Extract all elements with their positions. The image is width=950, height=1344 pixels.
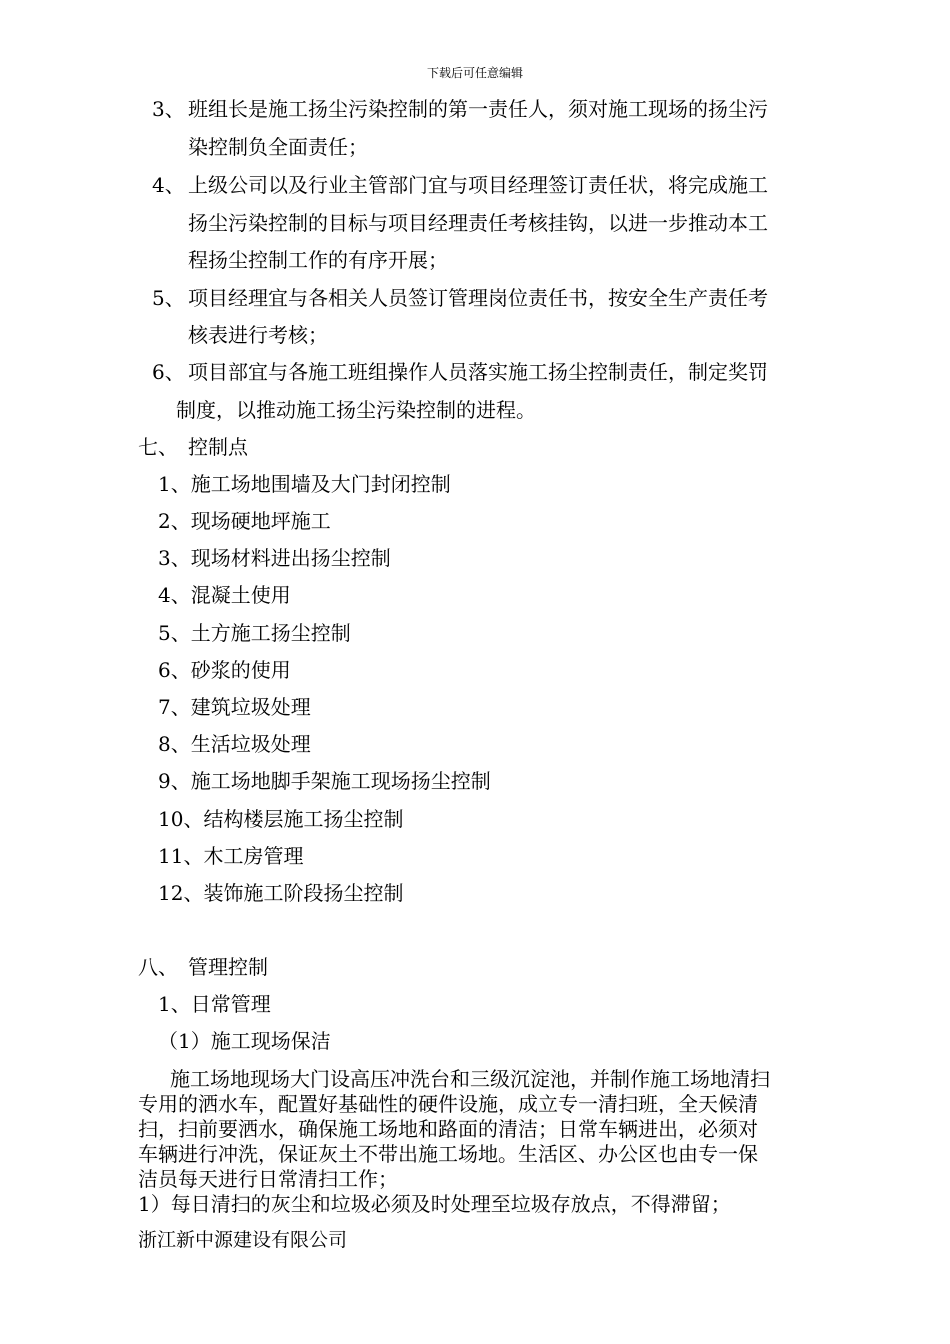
control-point-item: 12、装饰施工阶段扬尘控制: [158, 881, 404, 905]
list-item-text: 项目部宜与各施工班组操作人员落实施工扬尘控制责任，制定奖罚: [188, 360, 768, 384]
paragraph-line: 洁员每天进行日常清扫工作；: [138, 1167, 398, 1191]
list-item-number: 4、: [152, 173, 185, 197]
list-item-text: 扬尘污染控制的目标与项目经理责任考核挂钩，以进一步推动本工: [188, 211, 768, 235]
list-item-text: 上级公司以及行业主管部门宜与项目经理签订责任状，将完成施工: [188, 173, 768, 197]
page-header: 下载后可任意编辑: [426, 66, 523, 80]
control-point-item: 3、现场材料进出扬尘控制: [158, 546, 391, 570]
list-item-number: 3、: [152, 97, 185, 121]
subsection-heading: （1）施工现场保洁: [158, 1029, 331, 1053]
control-point-item: 1、施工场地围墙及大门封闭控制: [158, 472, 451, 496]
control-point-item: 9、施工场地脚手架施工现场扬尘控制: [158, 769, 491, 793]
list-item-number: 6、: [152, 360, 185, 384]
control-point-item: 2、现场硬地坪施工: [158, 509, 331, 533]
list-item-text: 项目经理宜与各相关人员签订管理岗位责任书，按安全生产责任考: [188, 286, 768, 310]
paragraph-line: 1）每日清扫的灰尘和垃圾必须及时处理至垃圾存放点，不得滞留；: [138, 1192, 731, 1216]
control-point-item: 4、混凝土使用: [158, 583, 291, 607]
list-item-text: 染控制负全面责任；: [188, 135, 368, 159]
control-point-item: 7、建筑垃圾处理: [158, 695, 311, 719]
control-point-item: 11、木工房管理: [158, 844, 304, 868]
list-item-text: 核表进行考核；: [188, 323, 328, 347]
section-heading: 七、 控制点: [138, 435, 248, 459]
paragraph-line: 车辆进行冲洗，保证灰土不带出施工场地。生活区、办公区也由专一保: [138, 1142, 758, 1166]
paragraph-line: 专用的洒水车，配置好基础性的硬件设施，成立专一清扫班，全天候清: [138, 1092, 758, 1116]
list-item-text: 班组长是施工扬尘污染控制的第一责任人，须对施工现场的扬尘污: [188, 97, 768, 121]
company-footer: 浙江新中源建设有限公司: [138, 1229, 348, 1251]
section-heading: 八、 管理控制: [138, 955, 268, 979]
subsection-heading: 1、日常管理: [158, 992, 271, 1016]
control-point-item: 8、生活垃圾处理: [158, 732, 311, 756]
control-point-item: 10、结构楼层施工扬尘控制: [158, 807, 404, 831]
list-item-text: 程扬尘控制工作的有序开展；: [188, 248, 448, 272]
paragraph-line: 扫，扫前要洒水，确保施工场地和路面的清洁；日常车辆进出，必须对: [138, 1117, 758, 1141]
control-point-item: 6、砂浆的使用: [158, 658, 291, 682]
paragraph-line: 施工场地现场大门设高压冲洗台和三级沉淀池，并制作施工场地清扫: [170, 1067, 770, 1091]
list-item-number: 5、: [152, 286, 185, 310]
control-point-item: 5、土方施工扬尘控制: [158, 621, 351, 645]
list-item-text: 制度，以推动施工扬尘污染控制的进程。: [176, 398, 536, 422]
